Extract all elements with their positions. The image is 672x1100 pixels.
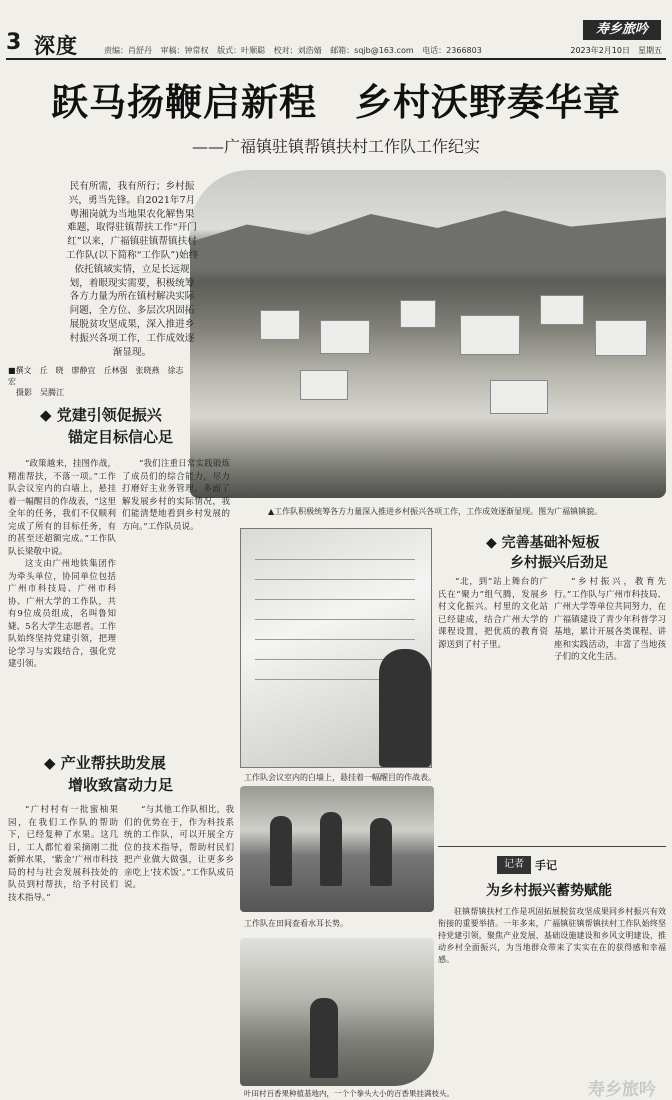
lead-text: 民有所需，我有所行；乡村振兴，勇当先锋。自2021年7月粤湘岗就为当地果农化解售果难题，取得驻镇帮扶工作“开门红”以来，广福镇驻镇帮镇扶村工作队(以下简称“工作队”)始终依托镇域实情，立足长远规划，着眼现实需要，积极统筹各方力量为所在镇村解决实际问题，全方位、多层次巩固拓展脱贫攻坚成果，深入推进乡村振兴各项工作，工作成效逐渐显现。: [65, 181, 199, 358]
author-credits: ■撰文 丘 晓 廖静宜 丘林强 张晓燕 徐志宏 摄影 吴腾江: [8, 366, 184, 397]
notes-rule: [438, 846, 666, 847]
board-line: [255, 619, 415, 620]
section-marker-icon: ◆: [486, 535, 497, 551]
town-aerial-photo: [190, 170, 666, 498]
building-shape: [460, 315, 520, 355]
section1-paragraph: “我们注重日常实践锻炼了成员们的综合能力，尽力打磨好主业务管理，多面了解发展乡村的实际情况，我们能清楚地看到乡村发展的方向。”工作队员说。: [122, 459, 230, 532]
photo1-caption: ▲工作队积极统筹各方力量深入推进乡村振兴各项工作，工作成效逐渐显现。图为广福镇镇貌。: [268, 507, 603, 516]
editor-meta: [104, 45, 488, 56]
board-line: [255, 639, 415, 640]
section3-subtitle: 增收致富动力足: [68, 776, 174, 794]
subheadline: ——广福镇驻镇帮镇扶村工作队工作纪实: [191, 137, 480, 156]
photo2-caption: 工作队会议室内的白墙上，悬挂着一幅醒目的作战表。: [244, 773, 436, 782]
watermark: 寿乡旅吟: [588, 1080, 656, 1100]
notes-body: [438, 906, 666, 1074]
meta-layout: 版式：叶顺聪: [217, 46, 266, 55]
meta-reviewer: 审稿：钟常权: [160, 46, 209, 55]
section-marker-icon: ◆: [40, 406, 52, 424]
headline: 跃马扬鞭启新程 乡村沃野奏华章: [51, 81, 621, 124]
building-shape: [595, 320, 647, 356]
person-silhouette: [379, 649, 431, 767]
lead-paragraph: [65, 180, 199, 358]
section3-column-a: [8, 804, 118, 1092]
building-shape: [490, 380, 548, 414]
section2-paragraph: “北，到”站上舞台的广氏在“聚力”组气腾，发展乡村文化振兴。村里的文化站已经建成，结合广州大学的课程设置，把优质的教育资源送到了村子里。: [438, 577, 548, 650]
section3-title: [44, 752, 166, 773]
newspaper-logo: 寿乡旅吟: [583, 20, 661, 40]
section3-column-b: [124, 804, 234, 1092]
board-line: [255, 579, 415, 580]
section-name: 深度: [34, 34, 78, 58]
section3-paragraph: “与其他工作队相比，我们的优势在于，作为科技系统的工作队，可以开展全方位的技术指导，帮助村民们把产业做大做强，让更多乡亲吃上‘技术饭’。”工作队成员说。: [124, 805, 234, 890]
passion-fruit-photo: [240, 938, 434, 1086]
board-line: [255, 599, 415, 600]
section3-title-text: 产业帮扶助发展: [60, 754, 166, 772]
mountain-shape: [190, 200, 666, 270]
meta-proof: 校对：刘浩婧: [273, 46, 322, 55]
notes-badge: 记者: [497, 856, 531, 874]
field-inspection-photo: [240, 786, 434, 912]
building-shape: [320, 320, 370, 354]
battle-chart-photo: [240, 528, 432, 768]
section1-column-a: [8, 458, 116, 741]
meta-email: 邮箱：sqjb@163.com: [330, 46, 414, 55]
section1-subtitle: 锚定目标信心足: [68, 428, 174, 446]
section2-subtitle: 乡村振兴后劲足: [510, 555, 608, 571]
page-number: 3: [6, 30, 22, 55]
notes-title: 为乡村振兴蓄势赋能: [486, 883, 612, 899]
section2-column-a: [438, 576, 548, 838]
section1-title-text: 党建引领促振兴: [56, 406, 162, 424]
notes-paragraph: 驻镇帮镇扶村工作是巩固拓展脱贫攻坚成果同乡村振兴有效衔接的重要举措。一年多来，广福镇驻镇帮镇扶村工作队始终坚持党建引领，聚焦产业发展、基础设施建设和乡风文明建设，推动乡村全面振兴，为当地群众带来了实实在在的获得感和幸福感。: [438, 907, 666, 964]
masthead-rule: [6, 58, 666, 60]
notes-label: 手记: [535, 859, 557, 872]
photo4-caption: 叶田村百香果种植基地内，一个个拳头大小的百香果挂满枝头。: [244, 1089, 454, 1098]
section2-paragraph: “乡村振兴，教育先行。”工作队与广州市科技局、广州大学等单位共同努力，在广福镇建设了青少年科普学习基地，累计开展各类课程、讲座和实践活动，丰富了当地孩子们的文化生活。: [554, 577, 666, 662]
photo3-caption: 工作队在田间查看水耳长势。: [244, 919, 348, 928]
section1-column-b: [122, 458, 230, 741]
person-silhouette: [310, 998, 338, 1078]
building-shape: [300, 370, 348, 400]
person-silhouette: [320, 812, 342, 886]
section1-paragraph: “政策越来，挂图作战，精准帮扶，不落一项。”工作队会议室内的白墙上，悬挂着一幅醒目的作战表，“这里全年的任务，我们不仅顺利完成了所有的目标任务，有的甚至还超额完成。”工作队队长梁敬中说。: [8, 459, 116, 557]
section1-paragraph: 这支由广州地铁集团作为牵头单位，协同单位包括广州市科技局、广州市科协、广州大学的工作队，共有9位成员组成，名叫鲁知婕、5名大学生志愿者。工作队始终坚持党建引领，把理论学习与实践结合，强化党建引领。: [8, 559, 116, 669]
meta-phone: 电话：2366803: [422, 46, 482, 55]
section2-column-b: [554, 576, 666, 838]
person-silhouette: [370, 818, 392, 886]
person-silhouette: [270, 816, 292, 886]
issue-date: 2023年2月10日 星期五: [570, 46, 662, 55]
building-shape: [260, 310, 300, 340]
section1-title: [40, 404, 162, 425]
board-line: [255, 559, 415, 560]
building-shape: [540, 295, 584, 325]
section2-title-text: 完善基础补短板: [501, 535, 600, 551]
meta-editor: 责编：肖舒丹: [104, 46, 152, 55]
building-shape: [400, 300, 436, 328]
section-marker-icon: ◆: [44, 754, 56, 772]
section3-paragraph: “广村村有一批蜜柚果园，在我们工作队的帮助下，已经复种了水果。这几日，工人都忙着采摘刚二批新鲜水果，‘紫金’广州市科技局的村与社会发展科技处的队员到村帮扶，给予村民们技术指导。”: [8, 805, 118, 903]
section2-title: [486, 532, 600, 552]
